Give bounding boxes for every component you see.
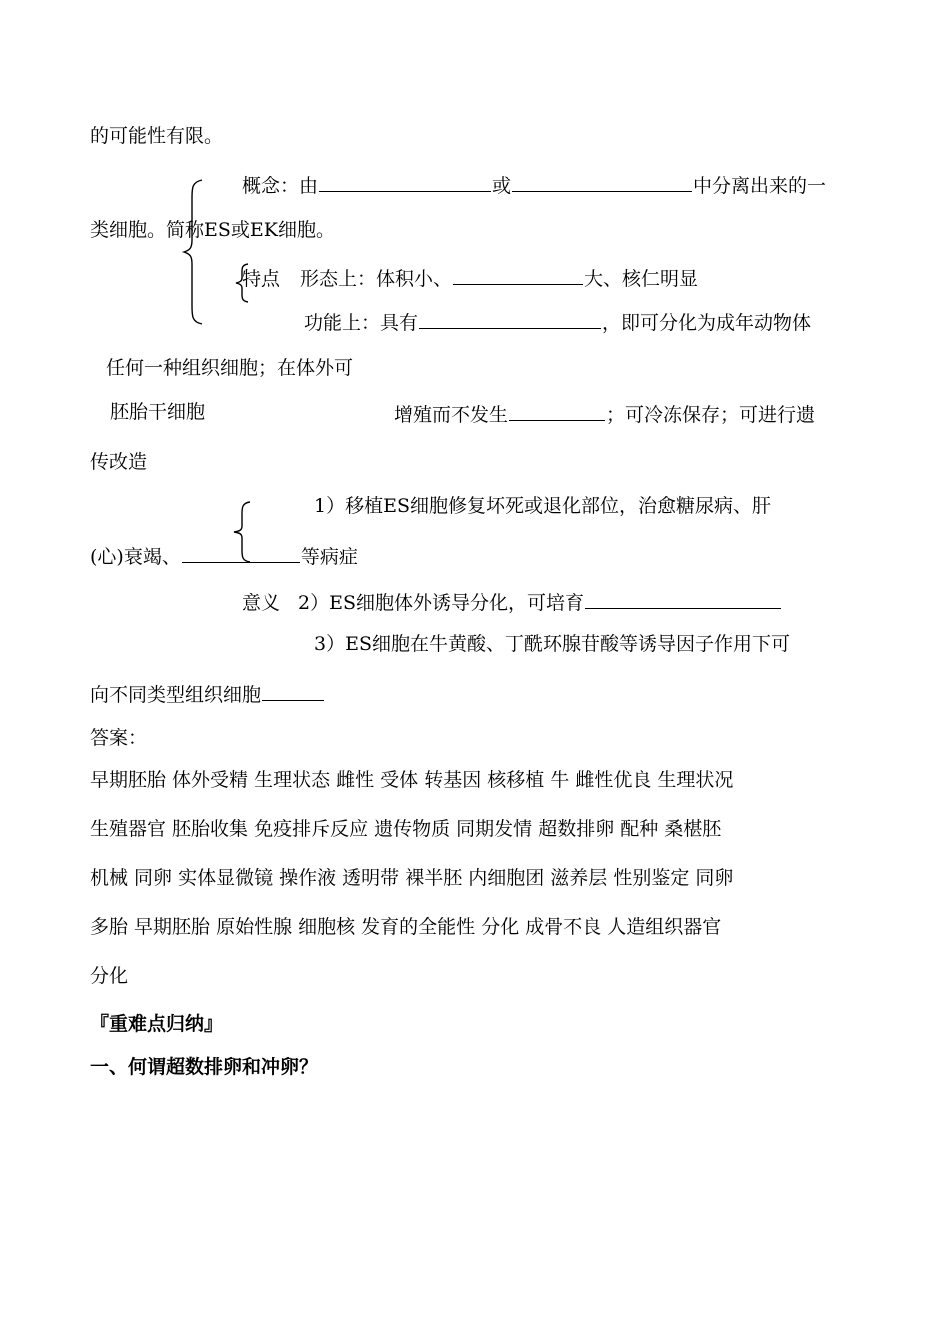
- answer-row-3: 机械 同卵 实体显微镜 操作液 透明带 裸半胚 内细胞团 滋养层 性别鉴定 同卵: [90, 867, 734, 889]
- function-label: 功能上：具有: [304, 312, 419, 334]
- text-line-3: 类细胞。简称ES或EK细胞。: [90, 219, 335, 241]
- feature-line: [242, 264, 698, 291]
- blank-1: [319, 171, 491, 192]
- concept-or: 或: [492, 175, 512, 197]
- significance-item-3: 3）ES细胞在牛黄酸、丁酰环腺苷酸等诱导因子作用下可: [314, 633, 790, 655]
- significance-item-1: 1）移植ES细胞修复坏死或退化部位，治愈糖尿病、肝: [314, 495, 771, 517]
- text-line-13: [90, 680, 325, 707]
- concept-label: 概念：由: [242, 175, 319, 197]
- blank-5: [509, 400, 605, 421]
- es-cell-label: 胚胎干细胞: [110, 401, 206, 423]
- blank-3: [453, 264, 583, 285]
- section-heading: 『重难点归纳』: [90, 1013, 224, 1035]
- outer-brace: [180, 178, 210, 326]
- text-line-6: 任何一种组织细胞；在体外可: [106, 357, 354, 379]
- significance-item-2: 2）ES细胞体外诱导分化，可培育: [298, 592, 584, 614]
- answer-row-5: 分化: [90, 965, 129, 987]
- blank-6: [182, 542, 300, 563]
- blank-2: [512, 171, 692, 192]
- concept-tail: 中分离出来的一: [693, 175, 827, 197]
- function-tail: ，即可分化为成年动物体: [602, 312, 812, 334]
- concept-line: [242, 171, 826, 198]
- answer-label: 答案：: [90, 727, 148, 749]
- heart-failure-label: (心)衰竭、: [90, 546, 181, 568]
- feature-label: 特点: [242, 268, 281, 290]
- significance-label: 意义: [242, 592, 281, 614]
- blank-7: [585, 588, 781, 609]
- answer-row-4: 多胎 早期胚胎 原始性腺 细胞核 发育的全能性 分化 成骨不良 人造组织器官: [90, 916, 722, 938]
- function-line: [304, 308, 811, 335]
- proliferation-line: [394, 400, 815, 427]
- answer-row-1: 早期胚胎 体外受精 生理状态 雌性 受体 转基因 核移植 牛 雌性优良 生理状况: [90, 769, 734, 791]
- direction-label: 向不同类型组织细胞: [90, 684, 262, 706]
- disease-tail: 等病症: [300, 546, 358, 568]
- morphology-tail: 大、核仁明显: [584, 268, 699, 290]
- text-line-8: 传改造: [90, 451, 148, 473]
- proliferation-label: 增殖而不发生: [394, 404, 509, 426]
- blank-4: [419, 308, 601, 329]
- section-question: 一、何谓超数排卵和冲卵？: [90, 1056, 319, 1078]
- significance-line: [242, 588, 782, 615]
- blank-8: [262, 680, 324, 701]
- proliferation-tail: ；可冷冻保存；可进行遗: [606, 404, 816, 426]
- morphology-label: 形态上：体积小、: [300, 268, 453, 290]
- text-line-10: [90, 542, 358, 569]
- text-line-1: 的可能性有限。: [90, 125, 224, 147]
- answer-row-2: 生殖器官 胚胎收集 免疫排斥反应 遗传物质 同期发情 超数排卵 配种 桑椹胚: [90, 818, 722, 840]
